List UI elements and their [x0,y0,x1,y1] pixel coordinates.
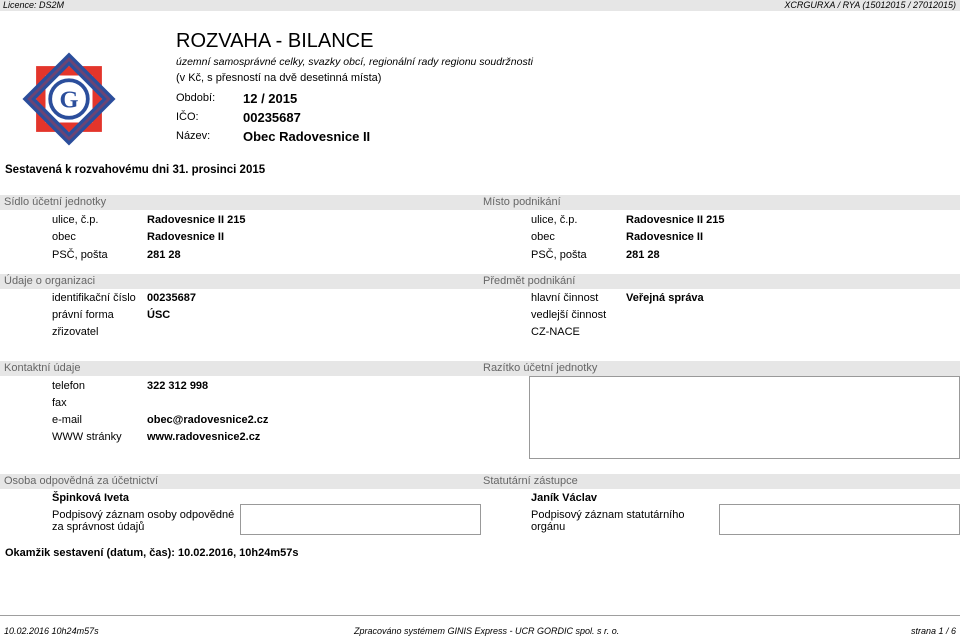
place-town: Radovesnice II [626,231,704,243]
fax-label: fax [52,397,67,409]
section-business-subject: Předmět podnikání [479,274,960,289]
statutory-name: Janík Václav [531,492,598,504]
period-label: Období: [176,92,216,104]
footer-page: strana 1 / 6 [910,626,956,636]
document-code: XCRGURXA / RYA (15012015 / 27012015) [784,0,956,10]
org-founder-label: zřizovatel [52,326,99,338]
accountant-name: Špinková Iveta [52,492,130,504]
gordic-logo-icon [22,52,116,146]
section-stamp: Razítko účetní jednotky [479,361,960,376]
seat-town: Radovesnice II [147,231,225,243]
compiled-date: Sestavená k rozvahovému dni 31. prosinci 2015 [5,164,266,176]
license-bar [0,0,960,11]
web-label: WWW stránky [52,431,122,443]
phone-value: 322 312 998 [147,380,209,392]
ico-label: IČO: [176,111,199,123]
section-seat: Sídlo účetní jednotky [0,195,480,210]
org-form-label: právní forma [52,309,114,321]
seat-zip: 281 28 [147,249,181,261]
email-value: obec@radovesnice2.cz [147,414,269,426]
accountant-signature-label-2: za správnost údajů [52,521,145,533]
phone-label: telefon [52,380,86,392]
footer-system: Zpracováno systémem GINIS Express - UCR GORDIC spol. s r. o. [354,626,620,636]
section-business-place: Místo podnikání [479,195,960,210]
seat-zip-label: PSČ, pošta [52,249,108,261]
unit-note: (v Kč, s přesností na dvě desetinná místa) [176,72,382,84]
section-contact: Kontaktní údaje [0,361,480,376]
document-subtitle: územní samosprávné celky, svazky obcí, regionální rady regionu soudržnosti [176,56,533,68]
seat-street-label: ulice, č.p. [52,214,99,226]
statutory-signature-label-2: orgánu [531,521,566,533]
footer-timestamp: 10.02.2016 10h24m57s [4,626,99,636]
accountant-signature-box [240,504,481,535]
stamp-box [529,376,960,459]
svg-text:G: G [59,86,79,114]
place-street-label: ulice, č.p. [531,214,578,226]
footer-divider [0,615,960,616]
email-label: e-mail [52,414,82,426]
ico-value: 00235687 [243,110,301,125]
seat-street: Radovesnice II 215 [147,214,246,226]
seat-town-label: obec [52,231,76,243]
main-activity: Veřejná správa [626,292,704,304]
compilation-moment: Okamžik sestavení (datum, čas): 10.02.2016, 10h24m57s [5,547,299,559]
name-value: Obec Radovesnice II [243,129,371,144]
section-accountant: Osoba odpovědná za účetnictví [0,474,480,489]
name-label: Název: [176,130,211,142]
place-town-label: obec [531,231,555,243]
statutory-signature-box [719,504,960,535]
org-id: 00235687 [147,292,196,304]
period-value: 12 / 2015 [243,91,298,106]
license-text: Licence: DS2M [3,0,65,10]
place-zip-label: PSČ, pošta [531,249,587,261]
org-id-label: identifikační číslo [52,292,136,304]
main-activity-label: hlavní činnost [531,292,599,304]
nace-label: CZ-NACE [531,326,580,338]
place-zip: 281 28 [626,249,660,261]
place-street: Radovesnice II 215 [626,214,725,226]
statutory-signature-label-1: Podpisový záznam statutárního [531,509,685,521]
accountant-signature-label-1: Podpisový záznam osoby odpovědné [52,509,235,521]
org-form: ÚSC [147,309,171,321]
web-value: www.radovesnice2.cz [147,431,261,443]
document-title: ROZVAHA - BILANCE [176,30,374,52]
side-activity-label: vedlejší činnost [531,309,607,321]
section-organization: Údaje o organizaci [0,274,480,289]
section-statutory: Statutární zástupce [479,474,960,489]
